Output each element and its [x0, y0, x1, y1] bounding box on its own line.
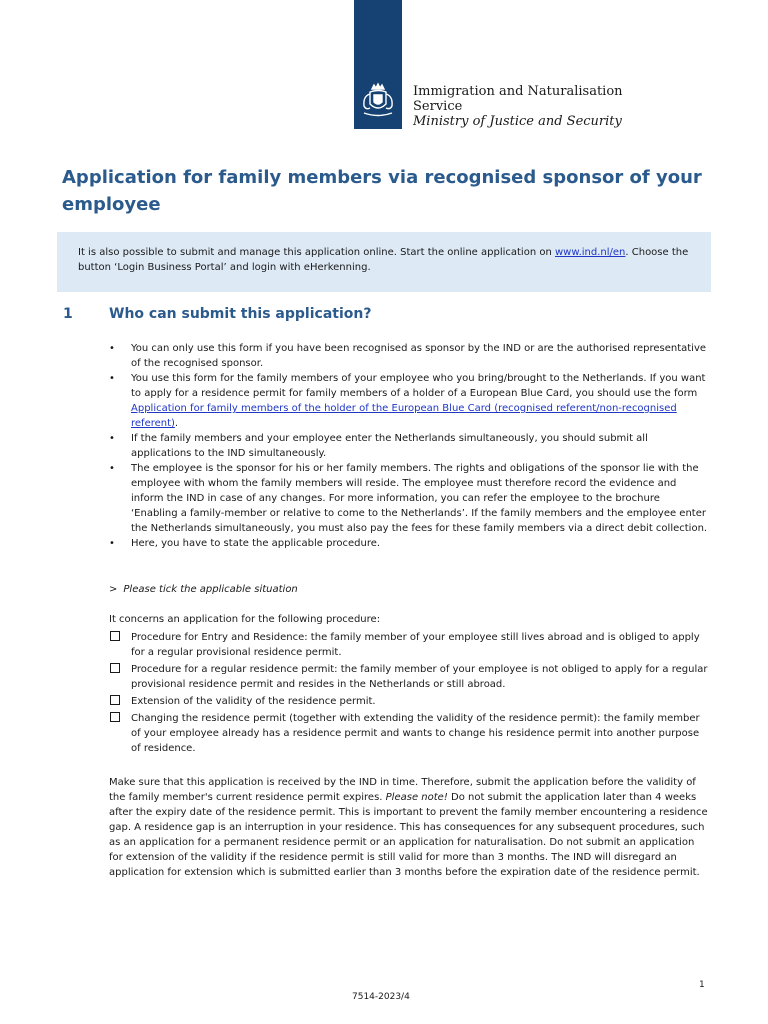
- org-line-2: Service: [413, 99, 463, 114]
- logo-bar: [354, 0, 402, 129]
- document-code: 7514-2023/4: [352, 992, 410, 1002]
- procedure-options: [109, 630, 709, 758]
- ind-website-link[interactable]: www.ind.nl/en: [554, 247, 626, 258]
- option-label: Changing the residence permit (together with extending the validity of the residence permit): the family member of your employee already has a residence permit and wants to change his residence permit into another purpose of residence.: [131, 713, 700, 754]
- procedure-option: [109, 630, 709, 660]
- option-label: Procedure for Entry and Residence: the family member of your employee still lives abroad and is obliged to apply for a regular provisional residence permit.: [131, 632, 700, 658]
- please-note: Please note!: [385, 792, 448, 803]
- org-line-1: Immigration and Naturalisation: [413, 84, 623, 99]
- bullet-text: You use this form for the family members of your employee who you bring/brought to the Netherlands. If you want to apply for a residence permit for family members of a holder of a European Blue Card, you should use the form: [131, 373, 706, 399]
- option-label: Extension of the validity of the residence permit.: [131, 696, 376, 707]
- procedure-checkbox[interactable]: [110, 695, 120, 705]
- notice-text-before: It is also possible to submit and manage this application online. Start the online application on: [78, 247, 555, 258]
- section-number: 1: [63, 306, 73, 322]
- closing-text: Make sure that this application is received by the IND in time. Therefore, submit the application before the validity of the family member's current residence permit expires.: [109, 777, 696, 803]
- procedure-checkbox[interactable]: [110, 663, 120, 673]
- bullet-item: • Here, you have to state the applicable procedure.: [109, 536, 709, 551]
- procedure-option: [109, 694, 709, 709]
- closing-text: Do not submit the application later than 4 weeks after the expiry date of the residence permit. This is important to prevent the family member encountering a residence gap. A residence gap is an interruption in your residence. This has consequences for any subsequent procedures, such as an application for a permanent residence permit or an application for naturalisation. Do not submit an application for extension of the validity if the residence permit is still valid for more than 3 months. The IND will disregard an application for extension which is submitted earlier than 3 months before the expiration date of the residence permit.: [109, 792, 708, 878]
- timing-paragraph: [109, 775, 711, 880]
- notice-text-after: . Choose the button ‘Login Business Portal’ and login with eHerkenning.: [78, 247, 689, 273]
- bullet-item: [109, 371, 709, 431]
- bullet-item: • You can only use this form if you have been recognised as sponsor by the IND or are the authorised representative of the recognised sponsor.: [109, 341, 709, 371]
- procedure-intro: It concerns an application for the following procedure:: [109, 614, 381, 625]
- tick-instruction: [109, 582, 298, 597]
- info-bullets: [109, 341, 709, 551]
- org-ministry: Ministry of Justice and Security: [413, 114, 622, 129]
- blue-card-form-link[interactable]: Application for family members of the holder of the European Blue Card (recognised referent/non-recognised referent): [131, 403, 677, 429]
- section-title: Who can submit this application?: [109, 306, 372, 322]
- royal-crest-icon: [358, 80, 398, 120]
- online-notice: [57, 232, 711, 292]
- option-label: Procedure for a regular residence permit: the family member of your employee is not obliged to apply for a regular provisional residence permit and resides in the Netherlands or still abroad.: [131, 664, 708, 690]
- procedure-option: [109, 662, 709, 692]
- procedure-option: [109, 711, 709, 756]
- organization-name: [413, 84, 623, 129]
- page-number: 1: [699, 980, 705, 990]
- procedure-checkbox[interactable]: [110, 631, 120, 641]
- bullet-item: • The employee is the sponsor for his or her family members. The rights and obligations of the sponsor lie with the employee with whom the family members will reside. The employee must therefore record the evidence and inform the IND in case of any changes. For more information, you can refer the employee to the brochure ‘Enabling a family-member or relative to come to the Netherlands’. If the family members and the employee enter the Netherlands simultaneously, you must also pay the fees for these family members via a direct debit collection.: [109, 461, 709, 536]
- arrow-icon: >: [109, 584, 118, 595]
- bullet-text: .: [174, 418, 179, 429]
- instruction-text: Please tick the applicable situation: [123, 584, 298, 595]
- procedure-checkbox[interactable]: [110, 712, 120, 722]
- bullet-item: • If the family members and your employee enter the Netherlands simultaneously, you should submit all applications to the IND simultaneously.: [109, 431, 709, 461]
- form-title: Application for family members via recognised sponsor of your employee: [62, 167, 702, 215]
